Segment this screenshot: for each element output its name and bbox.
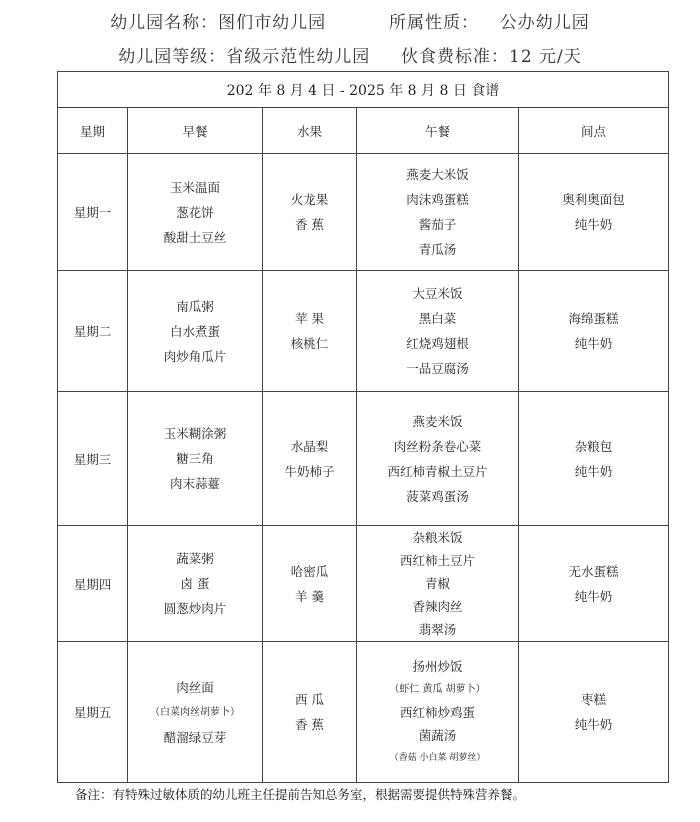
lunch-item: 香辣肉丝: [412, 599, 463, 614]
breakfast-item: 葱花饼: [176, 204, 214, 220]
menu-title: 202 年 8 月 4 日 - 2025 年 8 月 8 日 食谱: [58, 72, 669, 108]
breakfast-item: 酸甜土豆丝: [163, 229, 227, 245]
day-cell: 星期一: [58, 154, 128, 271]
lunch-item: 西红柿青椒土豆片: [387, 463, 488, 479]
snack-cell: [519, 154, 669, 271]
snack-cell: [519, 271, 669, 392]
snack-item: 奥利奥面包: [562, 192, 625, 207]
lunch-item: 青瓜汤: [418, 242, 457, 257]
fruit-item: 火龙果: [290, 192, 329, 207]
col-breakfast: 早餐: [128, 108, 263, 154]
lunch-item: 杂粮米饭: [412, 530, 463, 545]
fruit-item: 香 蕉: [295, 217, 324, 232]
snack-item: 纯牛奶: [574, 463, 613, 479]
snack-item: 枣糕: [581, 692, 607, 707]
lunch-item: 西红柿土豆片: [399, 553, 475, 568]
snack-cell: [519, 642, 669, 783]
fruit-item: 哈密瓜: [290, 563, 329, 579]
ownership-value: 公办幼儿园: [499, 13, 590, 33]
snack-item: 纯牛奶: [574, 336, 613, 351]
breakfast-item: 卤 蛋: [180, 576, 210, 591]
header-row: [58, 108, 669, 154]
fruit-cell: [263, 271, 357, 392]
lunch-item: 翡翠汤: [418, 622, 457, 637]
ownership-label: 所属性质：: [389, 13, 479, 33]
breakfast-item: 肉炒角瓜片: [163, 348, 227, 364]
fruit-item: 水晶梨: [290, 438, 329, 454]
breakfast-cell: [128, 392, 263, 526]
snack-cell: [519, 392, 669, 526]
lunch-cell: [357, 392, 519, 526]
breakfast-item: 南瓜粥: [176, 298, 214, 314]
lunch-item: （香菇 小白菜 胡萝丝）: [389, 752, 486, 763]
day-cell: 星期四: [58, 526, 128, 642]
lunch-cell: [357, 526, 519, 642]
col-fruit: 水果: [263, 108, 357, 154]
breakfast-item: 玉米糊涂粥: [163, 426, 227, 441]
breakfast-item: 醋溜绿豆芽: [163, 729, 227, 745]
col-day: 星期: [58, 108, 128, 154]
header-line-1: [0, 8, 700, 33]
table-row: [58, 271, 669, 392]
snack-item: 海绵蛋糕: [568, 311, 619, 326]
breakfast-item: 蔬菜粥: [176, 551, 214, 566]
lunch-item: 燕麦大米饭: [406, 167, 469, 182]
breakfast-item: 糖三角: [176, 451, 214, 466]
table-row: [58, 526, 669, 642]
day-cell: 星期五: [58, 642, 128, 783]
day-cell: 星期三: [58, 392, 128, 526]
breakfast-cell: [128, 526, 263, 642]
lunch-item: 黑白菜: [418, 311, 457, 326]
lunch-item: 酱茄子: [418, 217, 457, 232]
breakfast-cell: [128, 154, 263, 271]
snack-item: 杂粮包: [574, 438, 613, 454]
breakfast-cell: [128, 642, 263, 783]
footnote: 备注：有特殊过敏体质的幼儿班主任提前告知总务室，根据需要提供特殊营养餐。: [75, 787, 526, 802]
lunch-item: 菠菜鸡蛋汤: [406, 488, 469, 504]
fruit-cell: [263, 526, 357, 642]
fruit-cell: [263, 642, 357, 783]
fruit-item: 香 蕉: [295, 717, 324, 732]
breakfast-item: 白水煮蛋: [169, 323, 220, 339]
day-cell: 星期二: [58, 271, 128, 392]
breakfast-cell: [128, 271, 263, 392]
breakfast-item: 肉末蒜薹: [169, 476, 220, 491]
fruit-item: 西 瓜: [295, 692, 324, 707]
lunch-cell: [357, 154, 519, 271]
fruit-item: 核桃仁: [290, 336, 329, 351]
lunch-item: 一品豆腐汤: [406, 361, 469, 376]
lunch-item: 菌蔬汤: [418, 727, 457, 743]
lunch-item: 西红柿炒鸡蛋: [399, 704, 475, 720]
table-row: [58, 154, 669, 271]
snack-item: 纯牛奶: [574, 717, 613, 732]
header-line-2: [0, 42, 700, 67]
lunch-cell: [357, 642, 519, 783]
kindergarten-name: 幼儿园名称：图们市幼儿园: [110, 13, 327, 33]
fruit-item: 羊 羹: [295, 588, 324, 604]
fruit-item: 苹 果: [295, 311, 324, 326]
fruit-cell: [263, 392, 357, 526]
lunch-item: 肉丝粉条卷心菜: [393, 438, 482, 454]
breakfast-item: 肉丝面: [176, 679, 214, 695]
lunch-cell: [357, 271, 519, 392]
breakfast-item: 圆葱炒肉片: [163, 601, 227, 616]
snack-item: 无水蛋糕: [568, 563, 619, 579]
col-snack: 间点: [519, 108, 669, 154]
table-row: [58, 642, 669, 783]
breakfast-item: 玉米温面: [169, 179, 220, 195]
table-row: [58, 392, 669, 526]
lunch-item: 大豆米饭: [412, 286, 463, 301]
snack-cell: [519, 526, 669, 642]
menu-table: [57, 71, 669, 783]
lunch-item: 扬州炒饭: [412, 658, 463, 674]
meal-fee: 伙食费标准：12 元/天: [401, 47, 582, 67]
lunch-item: 肉沫鸡蛋糕: [406, 192, 469, 207]
lunch-item: 燕麦米饭: [412, 413, 463, 429]
breakfast-item: （白菜肉丝胡萝卜）: [150, 706, 240, 718]
snack-item: 纯牛奶: [574, 588, 613, 604]
col-lunch: 午餐: [357, 108, 519, 154]
fruit-item: 牛奶柿子: [284, 463, 335, 479]
snack-item: 纯牛奶: [574, 217, 613, 232]
lunch-item: （虾仁 黄瓜 胡萝卜）: [389, 683, 486, 695]
kindergarten-level: 幼儿园等级：省级示范性幼儿园: [118, 47, 371, 67]
lunch-item: 青椒: [424, 576, 450, 591]
fruit-cell: [263, 154, 357, 271]
lunch-item: 红烧鸡翅根: [406, 336, 469, 351]
